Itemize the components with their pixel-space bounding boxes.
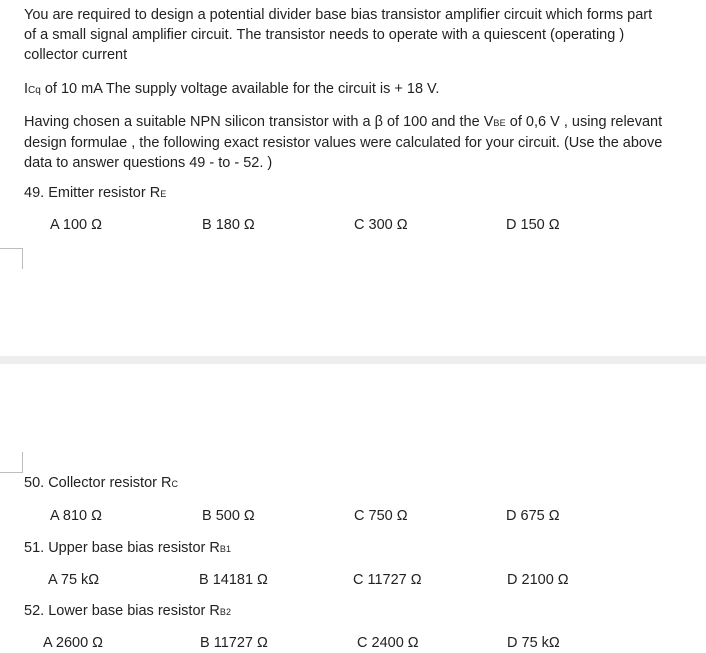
icq-text: of 10 mA The supply voltage available for the circuit is + 18 V. bbox=[40, 81, 440, 97]
q50-option-d[interactable]: D 675 Ω bbox=[506, 508, 560, 524]
design-line-1 bbox=[24, 112, 662, 133]
question-number: 52. bbox=[24, 603, 45, 619]
question-number: 49. bbox=[24, 185, 45, 201]
question-subscript: B2 bbox=[219, 607, 232, 617]
design-line-1-text-end: of 0,6 V , using relevant bbox=[505, 114, 663, 130]
question-subscript: B1 bbox=[219, 544, 232, 554]
question-49-title bbox=[24, 185, 166, 201]
q51-option-d[interactable]: D 2100 Ω bbox=[507, 572, 569, 588]
q50-option-b[interactable]: B 500 Ω bbox=[202, 508, 255, 524]
vbe-subscript: BE bbox=[493, 118, 506, 128]
q49-option-d[interactable]: D 150 Ω bbox=[506, 217, 560, 233]
q49-option-a[interactable]: A 100 Ω bbox=[50, 217, 102, 233]
design-line-1-text: Having chosen a suitable NPN silicon transistor with a β of 100 and the V bbox=[24, 114, 494, 130]
q51-option-c[interactable]: C 11727 Ω bbox=[353, 572, 422, 588]
page-corner-mark-bottom bbox=[0, 452, 23, 473]
intro-paragraph bbox=[24, 5, 652, 65]
question-50-title bbox=[24, 475, 178, 491]
q51-option-a[interactable]: A 75 kΩ bbox=[48, 572, 100, 588]
icq-symbol: I bbox=[24, 81, 29, 97]
question-number: 51. bbox=[24, 540, 45, 556]
question-52-title bbox=[24, 603, 231, 619]
page-break-divider bbox=[0, 356, 706, 364]
design-line-2: design formulae , the following exact resistor values were calculated for your circuit. (Use the above bbox=[24, 135, 663, 151]
design-paragraph bbox=[24, 112, 662, 173]
question-label: Upper base bias resistor R bbox=[44, 540, 220, 556]
quiescent-current-line bbox=[24, 79, 439, 101]
q52-option-b[interactable]: B 11727 Ω bbox=[200, 635, 268, 651]
question-label: Lower base bias resistor R bbox=[44, 603, 220, 619]
q52-option-c[interactable]: C 2400 Ω bbox=[357, 635, 419, 651]
question-number: 50. bbox=[24, 475, 45, 491]
icq-subscript: Cq bbox=[28, 85, 41, 96]
q52-option-d[interactable]: D 75 kΩ bbox=[507, 635, 560, 651]
intro-line-2: of a small signal amplifier circuit. The transistor needs to operate with a quiescent (operating ) bbox=[24, 27, 625, 43]
question-label: Emitter resistor R bbox=[44, 185, 161, 201]
q49-option-b[interactable]: B 180 Ω bbox=[202, 217, 255, 233]
q52-option-a[interactable]: A 2600 Ω bbox=[43, 635, 104, 651]
question-51-title bbox=[24, 540, 231, 556]
question-subscript: C bbox=[171, 479, 179, 489]
q50-option-a[interactable]: A 810 Ω bbox=[50, 508, 102, 524]
q50-option-c[interactable]: C 750 Ω bbox=[354, 508, 408, 524]
q49-option-c[interactable]: C 300 Ω bbox=[354, 217, 408, 233]
question-label: Collector resistor R bbox=[44, 475, 172, 491]
page-corner-mark-top bbox=[0, 248, 23, 269]
q51-option-b[interactable]: B 14181 Ω bbox=[199, 572, 268, 588]
design-line-3: data to answer questions 49 - to - 52. ) bbox=[24, 155, 273, 171]
question-subscript: E bbox=[160, 189, 167, 199]
intro-line-3: collector current bbox=[24, 47, 128, 63]
intro-line-1: You are required to design a potential divider base bias transistor amplifier circuit which forms part bbox=[24, 7, 653, 23]
